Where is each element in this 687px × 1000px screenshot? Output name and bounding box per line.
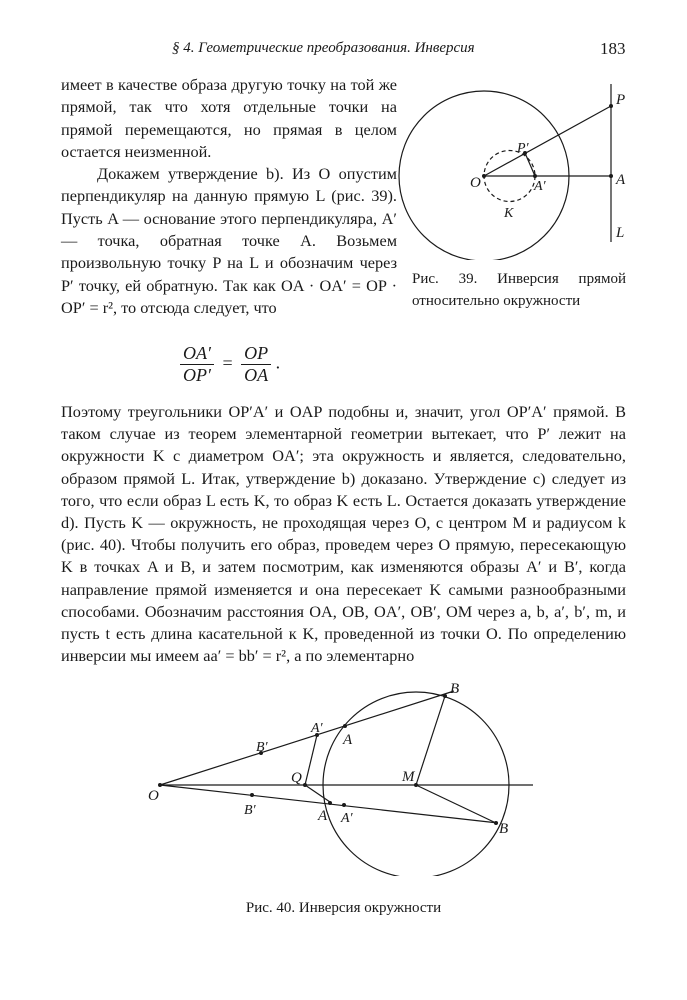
- label-P-prime: P′: [517, 141, 529, 156]
- formula-period: .: [275, 352, 281, 373]
- fraction-right: [241, 343, 271, 386]
- segment-OP: [484, 106, 611, 176]
- point-B-lower: [494, 821, 498, 825]
- point-B-upper: [443, 694, 447, 698]
- label-K: K: [504, 206, 514, 221]
- segment-PprimeAprime: [525, 153, 535, 176]
- fraction-left: [180, 343, 214, 386]
- fraction-right-denominator: OA: [244, 365, 269, 385]
- segment-Aprime-Q: [305, 735, 317, 785]
- label-O: O: [470, 175, 481, 191]
- label-B-prime-lower: B′: [244, 803, 256, 818]
- label-A-prime-lower: A′: [341, 811, 353, 826]
- label-P: P: [616, 92, 626, 108]
- left-column: [61, 74, 397, 319]
- label-A-prime: A′: [534, 179, 546, 194]
- label-B-lower: B: [499, 821, 509, 837]
- paragraph-1: имеет в качестве образа другую точку на той же прямой, так что хотя отдельные точки на прямой перемещаются, но прямая в целом остается неизменной.: [61, 75, 397, 161]
- figure-40-diagram: [140, 676, 560, 876]
- label-A-upper: A: [343, 732, 353, 748]
- label-A-lower: A: [318, 808, 328, 824]
- segment-M-B-lower: [416, 785, 496, 823]
- figure-39-caption: Рис. 39. Инверсия прямой относительно окружности: [412, 271, 626, 309]
- point-O: [158, 783, 162, 787]
- label-B-upper: B: [450, 681, 460, 697]
- point-A: [609, 174, 613, 178]
- display-formula: [180, 343, 280, 386]
- equals-sign: =: [222, 352, 233, 373]
- label-B-prime-upper: B′: [256, 740, 268, 755]
- segment-Q-Aprime-lower: [305, 785, 330, 802]
- point-A-upper: [343, 724, 347, 728]
- point-P: [609, 104, 613, 108]
- fraction-left-numerator: OA′: [180, 343, 214, 365]
- figure-40-caption: Рис. 40. Инверсия окружности: [245, 900, 442, 916]
- point-A-lower: [328, 801, 332, 805]
- label-A: A: [616, 172, 626, 188]
- main-text-block: [61, 401, 626, 667]
- label-A-prime-upper: A′: [311, 721, 323, 736]
- point-B-prime-lower: [250, 793, 254, 797]
- point-A-prime-lower: [342, 803, 346, 807]
- label-Q: Q: [291, 770, 302, 786]
- point-M: [414, 783, 418, 787]
- running-header: § 4. Геометрические преобразования. Инверсия: [172, 40, 475, 56]
- page-number: 183: [600, 39, 626, 58]
- point-A-prime: [533, 174, 537, 178]
- segment-M-B-upper: [416, 696, 445, 785]
- fraction-left-denominator: OP′: [183, 365, 211, 385]
- label-M: M: [402, 769, 415, 785]
- label-L: L: [616, 225, 625, 241]
- paragraph-2: Докажем утверждение b). Из O опустим перпендикуляр на данную прямую L (рис. 39). Пусть A — основание этого перпендикуляра, A′ — точка, обратная точке A. Возьмем произвольную точку P на L и обозначим через P′ точку, ей обратную. Так как OA · OA′ = OP · OP′ = r², то отсюда следует, что: [61, 164, 397, 317]
- point-Q: [303, 783, 307, 787]
- paragraph-3: Поэтому треугольники OP′A′ и OAP подобны и, значит, угол OP′A′ прямой. В таком случае из теорем элементарной геометрии вытекает, что P′ лежит на окружности K с диаметром OA′; эта окружность и является, следовательно, образом прямой L. Итак, утверждение b) доказано. Утверждение c) следует из того, что если образ L есть K, то образ K есть L. Остается доказать утверждение d). Пусть K — окружность, не проходящая через O, с центром M и радиусом k (рис. 40). Чтобы получить его образ, проведем через O прямую, пересекающую K в точках A и B, и затем посмотрим, как изменяются образы A′ и B′, когда направление прямой изменяется и она пересекает K самыми разнообразными способами. Обозначим расстояния OA, OB, OA′, OB′, OM через a, b, a′, b′, m, и пусть t есть длина касательной к K, проведенной из точки O. По определению инверсии мы имеем aa′ = bb′ = r², а по элементарно: [61, 402, 626, 666]
- label-O: O: [148, 788, 159, 804]
- fraction-right-numerator: OP: [241, 343, 271, 365]
- point-O: [482, 174, 486, 178]
- figure-39-diagram: [395, 80, 635, 260]
